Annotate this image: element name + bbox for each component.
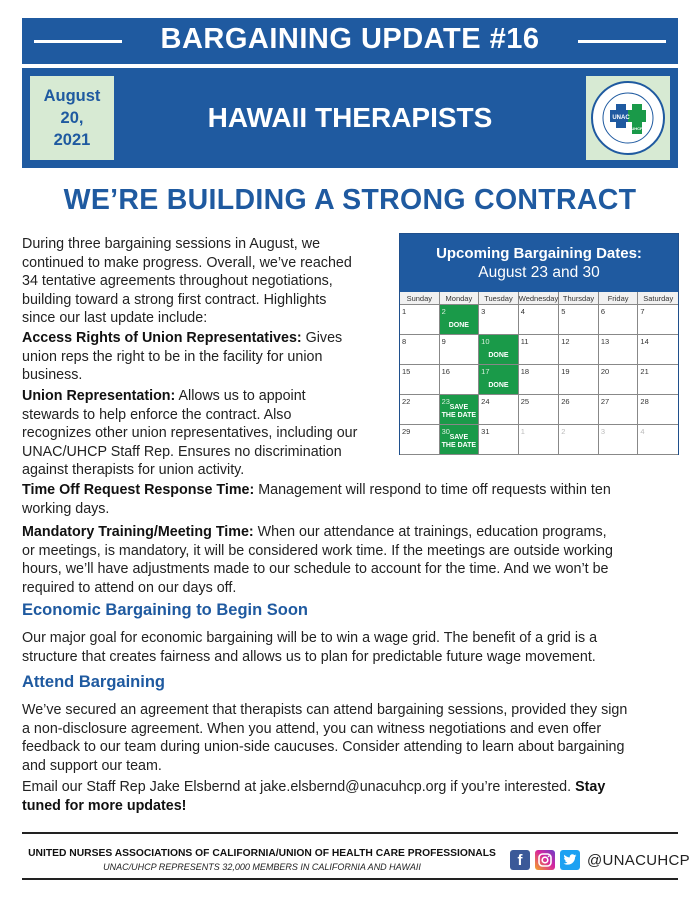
calendar-day-number: 8 — [402, 337, 407, 346]
calendar-day-number: 31 — [481, 427, 490, 436]
social-links — [510, 850, 690, 870]
header-title: HAWAII THERAPISTS — [207, 102, 493, 133]
calendar-day-number: 13 — [600, 337, 610, 346]
calendar-day-cell — [519, 335, 559, 365]
calendar-day-number: 21 — [640, 367, 649, 376]
calendar-day-header: Saturday — [638, 292, 678, 305]
calendar-day-number: 3 — [481, 307, 486, 316]
time-off-paragraph — [22, 481, 611, 518]
union-representation-paragraph — [22, 387, 357, 480]
calendar-day-cell — [599, 425, 639, 455]
item-text: business. — [22, 367, 83, 383]
calendar-day-cell — [599, 395, 639, 425]
item-text: recognizes other union representatives, including our — [22, 425, 358, 441]
calendar-day-cell — [519, 365, 559, 395]
calendar-day-number: 5 — [561, 307, 566, 316]
calendar-day-cell — [599, 365, 639, 395]
calendar-day-number: 7 — [640, 307, 645, 316]
calendar-day-cell — [479, 335, 519, 365]
calendar-day-number: 17 — [481, 367, 490, 376]
union-logo — [586, 76, 670, 160]
calendar-day-cell — [400, 365, 440, 395]
item-text: stewards to help enforce the contract. Also — [22, 406, 292, 423]
access-rights-paragraph — [22, 329, 342, 385]
calendar-day-cell — [559, 425, 599, 455]
union-logo-icon — [590, 80, 666, 156]
calendar-day-number: 24 — [481, 397, 490, 406]
calendar-day-cell — [440, 335, 480, 365]
item-text: Allows us to appoint — [175, 388, 306, 404]
calendar-day-label: DONE — [488, 352, 509, 359]
item-text: working days. — [22, 500, 110, 517]
instagram-icon[interactable] — [535, 850, 555, 870]
section-line: feedback to our team during union-side caucuses. Consider attending to learn about bargaining — [22, 739, 625, 755]
date-text: August 20, 2021 — [43, 87, 101, 149]
calendar-day-cell — [559, 395, 599, 425]
calendar-day-number: 4 — [640, 427, 645, 436]
calendar-day-cell — [559, 365, 599, 395]
calendar-day-cell — [440, 305, 480, 335]
facebook-icon[interactable]: f — [510, 850, 530, 870]
bargaining-calendar — [399, 233, 679, 455]
footer-tagline: UNAC/UHCP REPRESENTS 32,000 MEMBERS IN CALIFORNIA AND HAWAII — [103, 862, 421, 872]
calendar-day-cell — [599, 335, 639, 365]
section-line: We’ve secured an agreement that therapists can attend bargaining sessions, provided they sign — [22, 702, 628, 718]
calendar-day-header: Friday — [599, 292, 639, 305]
calendar-day-cell — [638, 395, 678, 425]
intro-line: building toward a strong first contract. Highlights — [22, 291, 327, 308]
calendar-day-header: Monday — [440, 292, 480, 305]
intro-line: since our last update include: — [22, 310, 208, 326]
calendar-subtitle: August 23 and 30 — [478, 264, 600, 281]
calendar-title: Upcoming Bargaining Dates: — [436, 245, 642, 262]
item-text: against therapists for union activity. — [22, 462, 245, 478]
calendar-day-cell — [479, 425, 519, 455]
calendar-day-cell — [638, 335, 678, 365]
header-box — [22, 68, 678, 168]
calendar-day-header: Sunday — [400, 292, 440, 305]
logo-text: UNAC — [612, 115, 630, 121]
section-line: structure that creates fairness and allows us to plan for predictable future wage movement. — [22, 648, 596, 665]
calendar-day-cell — [479, 395, 519, 425]
calendar-day-number: 22 — [402, 397, 411, 406]
calendar-header — [400, 234, 678, 292]
twitter-icon[interactable] — [560, 850, 580, 870]
calendar-day-header: Tuesday — [479, 292, 519, 305]
economic-bargaining-paragraph — [22, 629, 597, 666]
calendar-day-cell — [638, 425, 678, 455]
calendar-day-cell — [599, 305, 639, 335]
calendar-day-cell — [440, 425, 480, 455]
calendar-day-number: 25 — [520, 397, 530, 406]
section-line: and support our team. — [22, 757, 162, 774]
intro-line: During three bargaining sessions in August, we — [22, 236, 321, 252]
calendar-day-label: SAVE THE DATE — [441, 404, 477, 419]
economic-bargaining-heading: Economic Bargaining to Begin Soon — [22, 601, 309, 619]
calendar-day-number: 11 — [520, 337, 529, 346]
calendar-day-number: 19 — [561, 367, 570, 376]
mandatory-training-paragraph — [22, 523, 613, 597]
footer-rule-top — [22, 832, 678, 834]
calendar-day-number: 1 — [402, 307, 407, 316]
calendar-day-cell — [479, 365, 519, 395]
item-title: Union Representation: — [22, 388, 176, 404]
calendar-day-label: DONE — [448, 322, 469, 329]
footer-rule-bottom — [22, 878, 678, 880]
calendar-day-label: SAVE THE DATE — [441, 434, 477, 449]
calendar-day-header: Wednesday — [518, 294, 559, 303]
calendar-day-number: 29 — [402, 427, 411, 436]
top-banner — [22, 18, 678, 64]
attend-bargaining-heading: Attend Bargaining — [22, 673, 165, 691]
item-title: Access Rights of Union Representatives: — [22, 330, 302, 346]
item-text: Gives — [301, 330, 343, 346]
calendar-day-number: 1 — [520, 427, 525, 436]
item-title: Mandatory Training/Meeting Time: — [22, 524, 254, 540]
closing-bold: tuned for more updates! — [22, 797, 187, 814]
item-text: hours, we’ll have adjustments made to our schedule to account for the time. And we won’t be — [22, 561, 609, 577]
item-text: When our attendance at trainings, education programs, — [253, 524, 607, 540]
calendar-day-cell — [519, 305, 559, 335]
date-box — [30, 76, 114, 160]
closing-bold: Stay — [575, 779, 606, 795]
item-text: union reps the right to be in the facility for union — [22, 348, 323, 365]
intro-line: continued to make progress. Overall, we’ve reached — [22, 254, 352, 271]
calendar-day-cell — [400, 425, 440, 455]
section-line: Our major goal for economic bargaining will be to win a wage grid. The benefit of a grid is a — [22, 630, 598, 646]
item-text: Management will respond to time off requests within ten — [254, 482, 611, 498]
calendar-day-cell — [400, 335, 440, 365]
calendar-day-number: 2 — [441, 307, 446, 316]
item-text: UNAC/UHCP Staff Rep. Ensures no discrimination — [22, 443, 342, 460]
calendar-day-number: 12 — [561, 337, 570, 346]
calendar-day-number: 16 — [441, 367, 450, 376]
section-line: a non-disclosure agreement. When you attend, you can witness negotiations and even offer — [22, 720, 602, 737]
calendar-day-cell — [400, 305, 440, 335]
logo-subtext: UHCP — [631, 126, 643, 131]
calendar-day-number: 15 — [402, 367, 411, 376]
calendar-day-number: 30 — [441, 427, 450, 436]
calendar-day-cell — [519, 425, 559, 455]
calendar-day-number: 26 — [561, 397, 570, 406]
calendar-day-label: DONE — [488, 382, 509, 389]
calendar-day-number: 9 — [441, 337, 446, 346]
calendar-day-number: 20 — [600, 367, 610, 376]
calendar-day-cell — [400, 395, 440, 425]
calendar-grid — [400, 292, 678, 455]
calendar-day-number: 28 — [640, 397, 649, 406]
calendar-day-number: 18 — [520, 367, 530, 376]
headline: WE’RE BUILDING A STRONG CONTRACT — [63, 184, 637, 216]
calendar-day-number: 14 — [640, 337, 649, 346]
calendar-day-number: 4 — [520, 307, 525, 316]
calendar-day-cell — [479, 305, 519, 335]
closing-paragraph — [22, 778, 605, 815]
calendar-day-header: Thursday — [559, 292, 599, 305]
item-title: Time Off Request Response Time: — [22, 482, 255, 498]
intro-line: 34 tentative agreements throughout negotiations, — [22, 273, 333, 289]
calendar-day-cell — [440, 365, 480, 395]
attend-bargaining-paragraph — [22, 701, 627, 775]
social-handle[interactable]: @UNACUHCP — [587, 851, 690, 869]
intro-paragraph — [22, 235, 352, 328]
calendar-day-number: 6 — [600, 307, 605, 316]
banner-title: BARGAINING UPDATE #16 — [160, 23, 540, 55]
calendar-day-number: 23 — [441, 397, 450, 406]
calendar-day-number: 3 — [600, 427, 605, 436]
calendar-day-number: 10 — [481, 337, 490, 346]
calendar-day-cell — [440, 395, 480, 425]
item-text: or meetings, is mandatory, it will be considered work time. If the meetings are outside working — [22, 542, 613, 559]
closing-text: Email our Staff Rep Jake Elsbernd at jake.elsbernd@unacuhcp.org if you’re interested. — [22, 779, 576, 795]
item-text: required to attend on our days off. — [22, 579, 237, 596]
footer-org-name: UNITED NURSES ASSOCIATIONS OF CALIFORNIA/UNION OF HEALTH CARE PROFESSIONALS — [28, 848, 496, 859]
calendar-day-number: 2 — [561, 427, 566, 436]
banner-rule-right — [578, 40, 666, 43]
calendar-day-cell — [638, 365, 678, 395]
calendar-day-cell — [559, 335, 599, 365]
calendar-day-number: 27 — [600, 397, 610, 406]
calendar-day-cell — [559, 305, 599, 335]
calendar-day-cell — [519, 395, 559, 425]
calendar-day-cell — [638, 305, 678, 335]
